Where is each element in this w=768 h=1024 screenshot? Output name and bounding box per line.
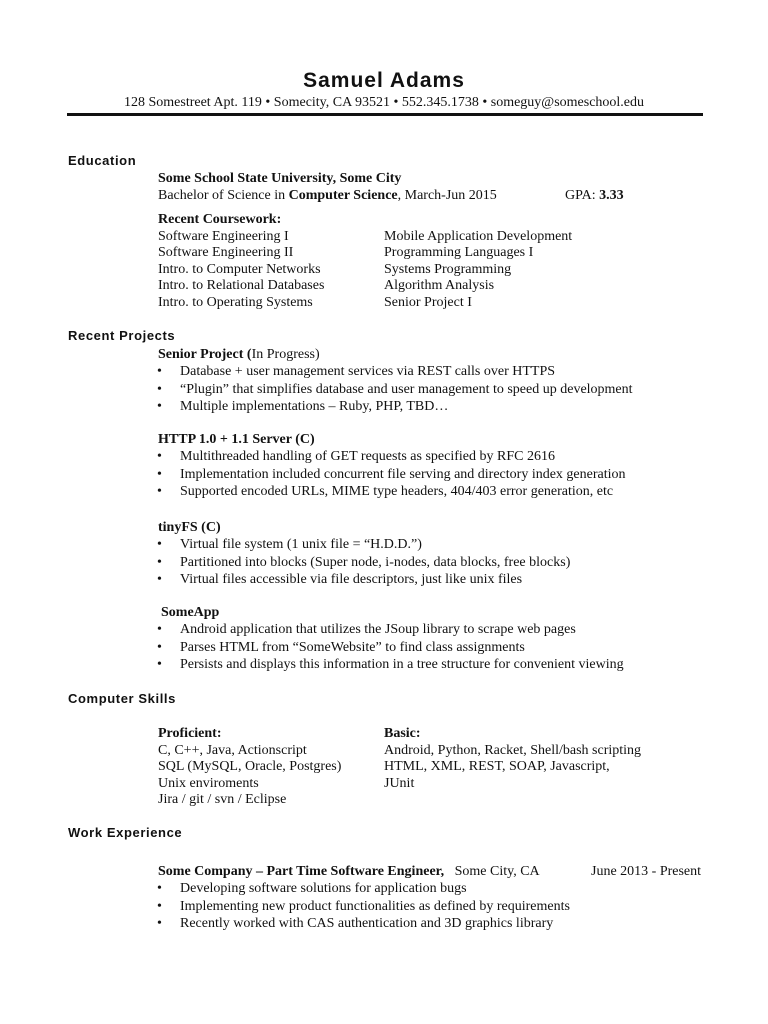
skill-item: Jira / git / svn / Eclipse (158, 792, 287, 807)
work-location: Some City, CA (454, 864, 540, 879)
bullet-icon: • (157, 639, 162, 655)
bullet-icon: • (157, 399, 162, 414)
bullet-item: • Parses HTML from “SomeWebsite” to find class assignments (157, 639, 525, 655)
bullet-item: • Android application that utilizes the JSoup library to scrape web pages (157, 622, 576, 637)
work-role: Some Company – Part Time Software Engineer, (158, 864, 445, 879)
bullet-icon: • (157, 898, 162, 914)
bullet-item: • Developing software solutions for application bugs (157, 881, 467, 896)
bullet-icon: • (157, 657, 162, 672)
bullet-icon: • (157, 572, 162, 587)
bullet-icon: • (157, 484, 162, 499)
course-item: Mobile Application Development (384, 228, 573, 244)
course-item: Programming Languages I (384, 245, 534, 260)
skill-item: SQL (MySQL, Oracle, Postgres) (158, 759, 342, 774)
gpa-value: 3.33 (599, 188, 624, 203)
project-senior (158, 347, 633, 417)
skills-proficient (158, 726, 341, 809)
skills-basic (384, 726, 641, 792)
bullet-icon: • (157, 881, 162, 896)
education-block (158, 171, 497, 204)
bullet-icon: • (157, 466, 162, 482)
project-title: tinyFS (C) (158, 520, 221, 535)
basic-label: Basic: (384, 726, 421, 741)
bullet-icon: • (157, 622, 162, 637)
work-entry (158, 864, 570, 934)
bullet-icon: • (157, 916, 162, 931)
coursework-right (384, 229, 572, 312)
project-title: Senior Project (In Progress) (158, 347, 320, 362)
course-item: Senior Project I (384, 294, 472, 310)
project-title: SomeApp (161, 605, 220, 620)
bullet-item: • Multithreaded handling of GET requests as specified by RFC 2616 (157, 449, 555, 464)
header-rule (67, 113, 703, 116)
bullet-item: • Virtual files accessible via file descriptors, just like unix files (157, 572, 523, 587)
project-tinyfs (158, 520, 570, 590)
project-http-server (158, 432, 626, 502)
degree-major: Computer Science (288, 187, 398, 203)
bullet-item: • Multiple implementations – Ruby, PHP, TBD… (157, 399, 449, 414)
work-heading: Work Experience (68, 825, 183, 840)
bullet-item: • Supported encoded URLs, MIME type headers, 404/403 error generation, etc (157, 484, 614, 499)
bullet-icon: • (157, 381, 162, 397)
course-item: Software Engineering II (158, 245, 294, 260)
bullet-item: • Virtual file system (1 unix file = “H.D.D.”) (157, 537, 422, 552)
skills-heading: Computer Skills (68, 691, 176, 706)
course-item: Software Engineering I (158, 228, 289, 244)
coursework-left (158, 212, 324, 311)
course-item: Algorithm Analysis (384, 278, 495, 293)
bullet-icon: • (157, 537, 162, 552)
skill-item: C, C++, Java, Actionscript (158, 742, 307, 758)
bullet-icon: • (157, 554, 162, 570)
gpa-label: GPA: (565, 188, 600, 203)
bullet-icon: • (157, 449, 162, 464)
coursework-label: Recent Coursework: (158, 212, 282, 227)
proficient-label: Proficient: (158, 726, 222, 741)
degree-line (158, 188, 497, 205)
skill-item: JUnit (384, 775, 415, 791)
skill-item: HTML, XML, REST, SOAP, Javascript, (384, 759, 610, 774)
skill-item: Unix enviroments (158, 775, 259, 791)
contact-line: 128 Somestreet Apt. 119 • Somecity, CA 93521 • 552.345.1738 • someguy@someschool.edu (123, 95, 645, 110)
project-someapp (157, 605, 624, 675)
bullet-item: • Implementing new product functionalities as defined by requirements (157, 898, 570, 914)
bullet-icon: • (157, 364, 162, 379)
projects-heading: Recent Projects (68, 328, 176, 343)
degree-prefix: Bachelor of Science in (158, 187, 289, 203)
degree-suffix: , March-Jun 2015 (397, 187, 497, 203)
course-item: Systems Programming (384, 261, 512, 277)
course-item: Intro. to Relational Databases (158, 278, 325, 293)
course-item: Intro. to Operating Systems (158, 294, 313, 310)
bullet-item: • “Plugin” that simplifies database and user management to speed up development (157, 381, 633, 397)
course-item: Intro. to Computer Networks (158, 261, 321, 277)
bullet-item: • Database + user management services via REST calls over HTTPS (157, 364, 556, 379)
school-name: Some School State University, Some City (158, 171, 402, 186)
resume-name: Samuel Adams (303, 69, 465, 92)
skill-item: Android, Python, Racket, Shell/bash scripting (384, 742, 642, 758)
bullet-item: • Partitioned into blocks (Super node, i-nodes, data blocks, free blocks) (157, 554, 571, 570)
project-title: HTTP 1.0 + 1.1 Server (C) (158, 432, 315, 447)
education-heading: Education (68, 153, 137, 168)
bullet-item: • Implementation included concurrent file serving and directory index generation (157, 466, 626, 482)
bullet-item: • Recently worked with CAS authentication and 3D graphics library (157, 916, 554, 931)
work-dates: June 2013 - Present (591, 864, 702, 879)
work-title-line (158, 864, 570, 881)
gpa (565, 188, 624, 205)
bullet-item: • Persists and displays this information in a tree structure for convenient viewing (157, 657, 624, 672)
